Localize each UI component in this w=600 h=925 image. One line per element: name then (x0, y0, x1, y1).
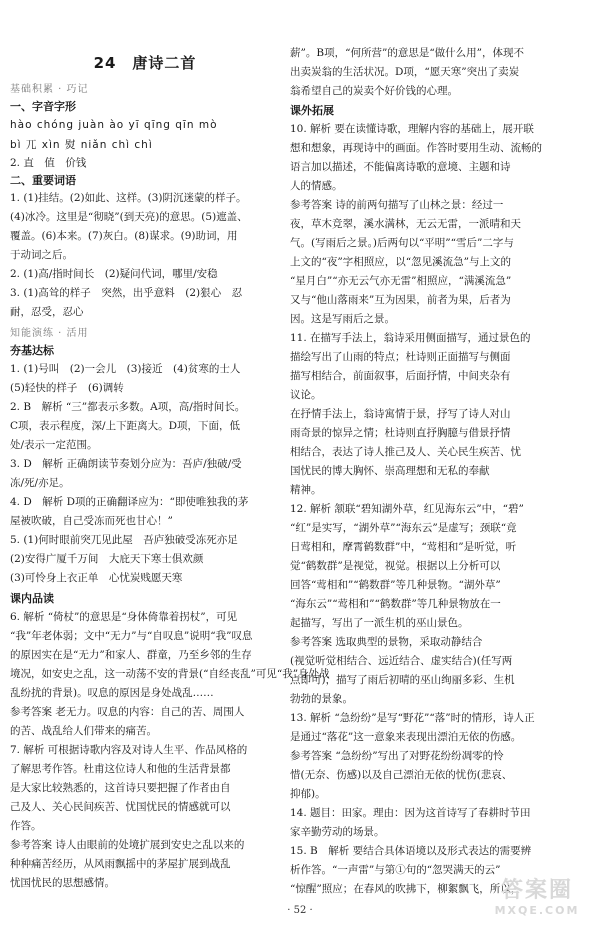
answer-line: 精神。 (290, 484, 322, 496)
answer-line: 了解思考作答。杜甫这位诗人和他的生活背景都 (10, 763, 231, 775)
answer-line: 4. D 解析 D项的正确翻译应为：“即使唯独我的茅 (10, 496, 249, 508)
answer-line: 2. 直 值 价钱 (10, 157, 87, 169)
answer-line: 又与“他山落雨来”互为因果，前者为果，后者为 (290, 294, 511, 306)
answer-line: 薪”。B项，“何所营”的意思是“做什么用”，体现不 (290, 47, 525, 59)
answer-line: 点即可)，描写了雨后初晴的巫山绚丽多彩、生机 (290, 674, 515, 686)
answer-line: “星月白”“亦无云气亦无雷”相照应，“满溪流急” (290, 275, 512, 287)
answer-line: 是大家比较熟悉的，这首诗只要把握了作者由自 (10, 782, 231, 794)
answer-line: 冻/死/亦足。 (10, 477, 70, 489)
answer-line: C项，表示程度，深/上下距离大。D项，下面，低 (10, 420, 240, 432)
answer-line: 12. 解析 颔联“碧知湖外草，红见海东云”中，“碧” (290, 503, 524, 515)
watermark-text: 答案圈 (500, 878, 573, 903)
answer-line: 忧国忧民的思想感情。 (10, 877, 115, 889)
answer-line: 议论。 (290, 389, 322, 401)
answer-line: 人的情感。 (290, 180, 343, 192)
watermark-logo (482, 873, 592, 919)
watermark-url: MXQE.COM (494, 904, 580, 917)
answer-line: 家辛勤劳动的场景。 (290, 826, 385, 838)
answer-line: 14. 题目：田家。理由：因为这首诗写了春耕时节田 (290, 807, 531, 819)
answer-line: 的原因实在是“无力”和家人、群童，乃至乡邻的生存 (10, 649, 252, 661)
answer-line: 己及人、关心民间疾苦、忧国忧民的情感就可以 (10, 801, 231, 813)
answer-line: (4)冰冷。这里是“彻晓”(到天亮)的意思。(5)遮盖、 (10, 211, 248, 223)
answer-line: 境况，如安史之乱，这一动荡不安的背景(“自经丧乱”可见“我”身处战 (10, 668, 330, 680)
answer-line: 6. 解析 “倚杖”的意思是“身体倚靠着拐杖”，可见 (10, 611, 238, 623)
answer-line: 种种痛苦经历，从风雨飘摇中的茅屋扩展到战乱 (10, 858, 231, 870)
heading-extension: 课外拓展 (290, 104, 334, 117)
heading-in-class: 课内品读 (10, 592, 54, 605)
answer-line: 相结合，表达了诗人推己及人、关心民生疾苦、忧 (290, 446, 521, 458)
answer-line: 覆盖。(6)本来。(7)灰白。(8)谋求。(9)助词，用 (10, 230, 238, 242)
answer-line: 描写相结合，前面叙事，后面抒情，中间夹杂有 (290, 370, 511, 382)
answer-line: 1. (1)号叫 (2)一会儿 (3)接近 (4)贫寒的士人 (10, 363, 241, 375)
answer-line: 参考答案 老无力。叹息的内容：自己的苦、周围人 (10, 706, 245, 718)
answer-line: (2)安得广厦千万间 大庇天下寒士俱欢颜 (10, 553, 204, 565)
answer-line: 国忧民的博大胸怀、崇高理想和无私的奉献 (290, 465, 490, 477)
answer-line: 3. (1)高耸的样子 突然，出乎意料 (2)狠心 忍 (10, 287, 243, 299)
answer-line: (3)可怜身上衣正单 心忧炭贱愿天寒 (10, 572, 183, 584)
answer-line: 起描写，写出了一派生机的巫山景色。 (290, 617, 469, 629)
answer-line: 参考答案 诗的前两句描写了山林之景：经过一 (290, 199, 504, 211)
answer-line: 惜(无奈、伤感)以及自己漂泊无依的忧伤(悲哀、 (290, 769, 513, 781)
answer-line: 语言加以描述，不能偏离诗歌的意境、主题和诗 (290, 161, 511, 173)
answer-line: 参考答案 “急纷纷”写出了对野花纷纷凋零的怜 (290, 750, 504, 762)
answer-line: (视觉听觉相结合、远近结合、虚实结合)(任写两 (290, 655, 513, 667)
answer-line: 上文的“夜”字相照应，以“忽见溪流急”与上文的 (290, 256, 511, 268)
answer-line: 5. (1)何时眼前突兀见此屋 吾庐独破受冻死亦足 (10, 534, 238, 546)
pinyin-row-2: bì 兀 xìn 熨 niǎn chì chì (10, 139, 153, 151)
answer-line: 夜，草木竞翠，溪水满林，无云无雷，一派晴和天 (290, 218, 521, 230)
answer-line: 参考答案 选取典型的景物，采取动静结合 (290, 636, 483, 648)
pinyin-row-1: hào chóng juàn ào yī qīng qīn mò (10, 119, 218, 131)
answer-line: 翁希望自己的炭卖个好价钱的心理。 (290, 85, 458, 97)
answer-line: 11. 在描写手法上，翁诗采用侧面描写，通过景色的 (290, 332, 531, 344)
answer-line: 觉“鹤数群”是视觉，视觉。根据以上分析可以 (290, 560, 501, 572)
answer-line: 日莺相和，摩霄鹤数群”中，“莺相和”是听觉，听 (290, 541, 517, 553)
answer-line: 抑郁)。 (290, 788, 326, 800)
answer-line: 15. B 解析 要结合具体语境以及形式表达的需要辨 (290, 845, 532, 857)
answer-line: “海东云”“莺相和”“鹤数群”等几种景物放在一 (290, 598, 501, 610)
answer-line: 3. D 解析 正确朗读节奏划分应为：吾庐/独破/受 (10, 458, 242, 470)
answer-line: 2. (1)高/指时间长 (2)疑问代词，哪里/安稳 (10, 268, 218, 280)
answer-line: “我”年老体弱；文中“无力”与“自叹息”说明“我”叹息 (10, 630, 253, 642)
answer-line: 勃勃的景象。 (290, 693, 353, 705)
answer-line: “红”是实写，“湖外草”“海东云”是虚写；颈联“竟 (290, 522, 517, 534)
answer-line: 的苦、战乱给人们带来的痛苦。 (10, 725, 157, 737)
answer-line: 想和想象，再现诗中的画面。作答时要用生动、流畅的 (290, 142, 542, 154)
answer-line: “惊醒”照应；在春风的吹拂下，柳絮飘飞，所以， (290, 883, 522, 895)
answer-line: 10. 解析 要在读懂诗歌，理解内容的基础上，展开联 (290, 123, 534, 135)
answer-line: 处/表示一定范围。 (10, 439, 98, 451)
section-band-practice: 知能演练 · 活用 (10, 328, 89, 339)
heading-vocabulary: 二、重要词语 (10, 174, 76, 187)
answer-line: 回答“莺相和”“鹤数群”等几种景物。“湖外草” (290, 579, 501, 591)
heading-pronunciation: 一、字音字形 (10, 100, 76, 113)
answer-line: 描绘写出了山雨的特点；杜诗则正面描写与侧面 (290, 351, 511, 363)
answer-line: 在抒情手法上，翁诗寓情于景，抒写了诗人对山 (290, 408, 511, 420)
answer-line: 出卖炭翁的生活状况。D项，“愿天寒”突出了卖炭 (290, 66, 520, 78)
page-number: · 52 · (287, 905, 313, 916)
answer-line: 耐，忍受，忍心 (10, 306, 84, 318)
page-title: 24 唐诗二首 (93, 54, 197, 72)
answer-line: 作答。 (10, 820, 42, 832)
heading-foundation: 夯基达标 (10, 344, 54, 357)
answer-line: 2. B 解析 “三”都表示多数。A项，高/指时间长。 (10, 401, 246, 413)
answer-line: 1. (1)挂结。(2)如此、这样。(3)阴沉迷蒙的样子。 (10, 192, 247, 204)
answer-line: (5)轻快的样子 (6)调转 (10, 382, 124, 394)
answer-line: 因。这是写雨后之景。 (290, 313, 395, 325)
answer-line: 7. 解析 可根据诗歌内容及对诗人生平、作品风格的 (10, 744, 248, 756)
section-band-basics: 基础积累 · 巧记 (10, 84, 89, 95)
answer-line: 雨奇景的惊异之情；杜诗则直抒胸臆与借景抒情 (290, 427, 511, 439)
answer-line: 13. 解析 “急纷纷”是写“野花”“落”时的情形，诗人正 (290, 712, 535, 724)
answer-line: 乱纷扰的背景)。叹息的原因是身处战乱…… (10, 687, 214, 699)
answer-line: 于动词之后。 (10, 249, 73, 261)
answer-line: 参考答案 诗人由眼前的处境扩展到安史之乱以来的 (10, 839, 245, 851)
answer-line: 是通过“落花”这一意象来表现出漂泊无依的伤感。 (290, 731, 522, 743)
answer-line: 屋被吹破，自己受冻而死也甘心！” (10, 515, 173, 527)
answer-line: 气。(写雨后之景。)后两句以“平明”“雪后”二字与 (290, 237, 514, 249)
answer-line: 析作答。“一声雷”与第①句的“忽哭满天的云” (290, 864, 501, 876)
